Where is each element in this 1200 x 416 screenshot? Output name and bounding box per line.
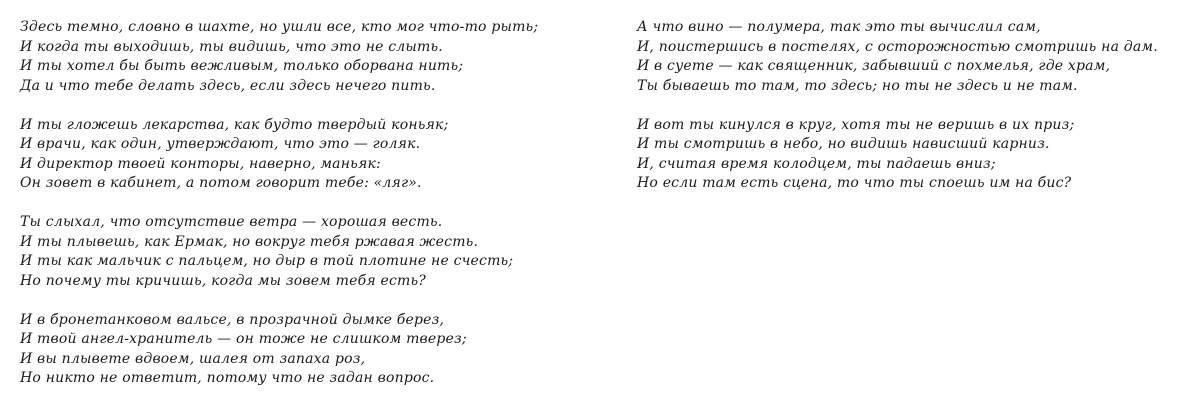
poem-line: И ты как мальчик с пальцем, но дыр в той плотине не счесть; bbox=[20, 253, 514, 269]
stanza bbox=[637, 116, 1182, 194]
poem-line: И в бронетанковом вальсе, в прозрачной дымке берез, bbox=[20, 311, 445, 328]
poem-line: И ты хотел бы быть вежливым, только оборвана нить; bbox=[20, 58, 464, 74]
poem-line: И ты плывешь, как Ермак, но вокруг тебя ржавая жесть. bbox=[20, 233, 479, 250]
poem-line: А что вино — полумера, так это ты вычислил сам, bbox=[637, 19, 1041, 35]
poem-line: И ты смотришь в небо, но видишь нависший карниз. bbox=[637, 136, 1050, 152]
poem-line: Он зовет в кабинет, а потом говорит тебе: «ляг». bbox=[20, 175, 422, 191]
poem-line: Здесь темно, словно в шахте, но ушли все, кто мог что-то рыть; bbox=[20, 19, 539, 35]
poem-line: И вот ты кинулся в круг, хотя ты не веришь в их приз; bbox=[637, 116, 1075, 133]
poem-column-left bbox=[20, 18, 610, 408]
poem-line: И, поистершись в постелях, с осторожностью смотришь на дам. bbox=[637, 38, 1158, 55]
stanza bbox=[20, 213, 610, 291]
poem-line: И в суете — как священник, забывший с похмелья, где храм, bbox=[637, 58, 1111, 74]
poem-line: И твой ангел-хранитель — он тоже не слишком тверез; bbox=[20, 331, 467, 347]
stanza bbox=[637, 18, 1182, 96]
stanza bbox=[20, 18, 610, 96]
poem-line: Но если там есть сцена, то что ты споешь им на бис? bbox=[637, 175, 1072, 191]
poem-line: И директор твоей конторы, наверно, маньяк: bbox=[20, 155, 381, 172]
poem-line: И, считая время колодцем, ты падаешь вниз; bbox=[637, 155, 996, 172]
poem-line: И врачи, как один, утверждают, что это — голяк. bbox=[20, 136, 421, 152]
poem-line: И вы плывете вдвоем, шалея от запаха роз, bbox=[20, 350, 366, 367]
poem-line: И ты гложешь лекарства, как будто твердый коньяк; bbox=[20, 116, 449, 133]
poem-line: И когда ты выходишь, ты видишь, что это не слыть. bbox=[20, 38, 443, 55]
poem-line: Ты слыхал, что отсутствие ветра — хорошая весть. bbox=[20, 214, 443, 230]
stanza bbox=[20, 116, 610, 194]
poem-line: Ты бываешь то там, то здесь; но ты не здесь и не там. bbox=[637, 77, 1078, 94]
poem-line: Но почему ты кричишь, когда мы зовем тебя есть? bbox=[20, 272, 426, 289]
poem-line: Но никто не ответит, потому что не задан вопрос. bbox=[20, 370, 435, 386]
poem-line: Да и что тебе делать здесь, если здесь нечего пить. bbox=[20, 77, 436, 94]
poem-column-right bbox=[637, 18, 1182, 213]
stanza bbox=[20, 311, 610, 389]
